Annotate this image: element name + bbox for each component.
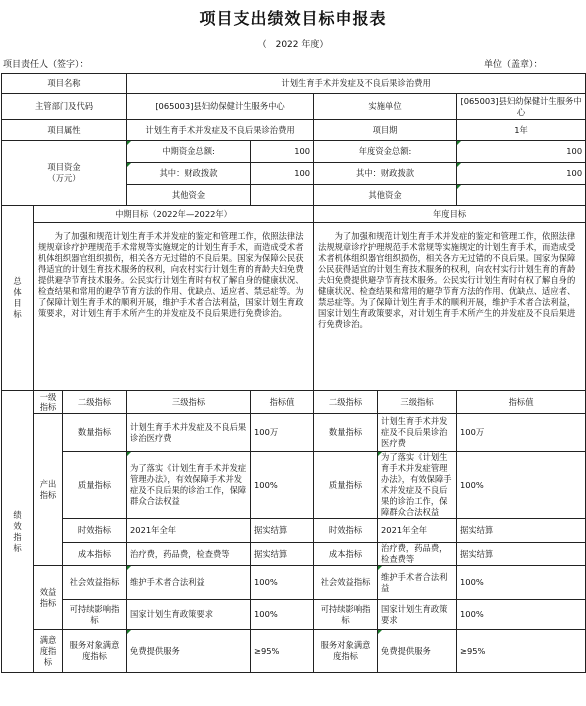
- l2-cell: 社会效益指标: [63, 566, 127, 600]
- l3-cell: 2021年全年: [127, 519, 251, 543]
- dept-value: [065003]县妇幼保健计生服务中心: [127, 94, 314, 120]
- year-total-value: 100: [457, 141, 586, 163]
- value-cell-year: 据实结算: [457, 543, 586, 566]
- effect-indicator-label: 效益 指标: [34, 566, 63, 630]
- impl-unit-label: 实施单位: [314, 94, 457, 120]
- satisfaction-indicator-label: 满意 度指 标: [34, 630, 63, 673]
- table-row: [2, 600, 586, 630]
- table-row: [2, 519, 586, 543]
- form-title: 项目支出绩效目标申报表: [199, 9, 387, 28]
- mid-other-label: 其他资金: [127, 185, 251, 206]
- responsible-person-label: 项目责任人（签字）：: [3, 60, 89, 70]
- l2-cell: 数量指标: [63, 414, 127, 452]
- table-row: [2, 543, 586, 566]
- level1-header: 一级 指标: [34, 391, 63, 414]
- level3-header-year: 三级指标: [378, 391, 457, 414]
- dept-label: 主管部门及代码: [2, 94, 127, 120]
- table-row: [2, 566, 586, 600]
- level3-header: 三级指标: [127, 391, 251, 414]
- table-row: [2, 452, 586, 519]
- project-name-label: 项目名称: [2, 74, 127, 94]
- performance-form-table: [1, 73, 586, 673]
- table-row: [2, 630, 586, 673]
- output-indicator-label: 产出 指标: [34, 414, 63, 566]
- l3-cell: 免费提供服务: [127, 630, 251, 673]
- l2-cell: 成本指标: [63, 543, 127, 566]
- l3-cell: 计划生育手术并发症及不良后果诊治医疗费: [127, 414, 251, 452]
- level2-header: 二级指标: [63, 391, 127, 414]
- value-cell: 据实结算: [251, 543, 314, 566]
- l3-cell-year: 国家计划生育政策要求: [378, 600, 457, 630]
- value-cell: 100%: [251, 452, 314, 519]
- value-cell-year: ≥95%: [457, 630, 586, 673]
- l3-cell-year: 维护手术者合法利益: [378, 566, 457, 600]
- l3-cell-year: 为了落实《计划生育手术并发症管理办法》，有效保障手术并发症及不良后果的诊治工作，保障群众合法权益: [378, 452, 457, 519]
- value-header-year: 指标值: [457, 391, 586, 414]
- l2-cell-year: 可持续影响指标: [314, 600, 378, 630]
- value-cell-year: 100%: [457, 600, 586, 630]
- mid-goal-header: 中期目标（2022年—2022年）: [34, 206, 314, 223]
- value-cell: 据实结算: [251, 519, 314, 543]
- value-cell: 100%: [251, 566, 314, 600]
- mid-fiscal-value: 100: [251, 163, 314, 185]
- overall-goal-label: 总 体 目 标: [2, 206, 34, 391]
- l2-cell-year: 质量指标: [314, 452, 378, 519]
- project-name-value: 计划生育手术并发症及不良后果诊治费用: [127, 74, 586, 94]
- year-goal-header: 年度目标: [314, 206, 586, 223]
- impl-unit-value: [065003]县妇幼保健计生服务中心: [457, 94, 586, 120]
- l2-cell-year: 社会效益指标: [314, 566, 378, 600]
- mid-other-value: [251, 185, 314, 206]
- value-cell: 100%: [251, 600, 314, 630]
- year-total-label: 年度资金总额:: [314, 141, 457, 163]
- l2-cell-year: 时效指标: [314, 519, 378, 543]
- project-attr-label: 项目属性: [2, 120, 127, 141]
- year-fiscal-value: 100: [457, 163, 586, 185]
- project-fund-label: 项目资金 （万元）: [2, 141, 127, 206]
- year-goal-text: 为了加强和规范计划生育手术并发症的鉴定和管理工作，依照法律法规规章诊疗护理规范手术常规等实施规定的计划生育手术，而造成受术者机体组织器官组织损伤，相关各方无过错的不良后果。国家为保障公民获得适宜的计划生育技术服务的权利，向农村实行计划生育的育龄夫妇免费提供避孕节育技术服务。公民实行计划生育时有权了解自身的健康状况、检查结果和常用的避孕节育方法的作用、优缺点、适应者、禁忌症等。为了保障计划生育手术的顺利开展，维护手术者合法利益，国家计划生育政策要求，对计划生育手术所产生的并发症及不良后果进行免费诊治。: [314, 223, 586, 391]
- l2-cell-year: 服务对象满意度指标: [314, 630, 378, 673]
- value-cell: 100万: [251, 414, 314, 452]
- l2-cell-year: 数量指标: [314, 414, 378, 452]
- l2-cell: 服务对象满意度指标: [63, 630, 127, 673]
- year-other-value: [457, 185, 586, 206]
- performance-indicator-label: 绩 效 指 标: [2, 391, 34, 673]
- value-cell-year: 100%: [457, 566, 586, 600]
- mid-total-label: 中期资金总额:: [127, 141, 251, 163]
- mid-fiscal-label: 其中：财政拨款: [127, 163, 251, 185]
- value-cell-year: 100万: [457, 414, 586, 452]
- year-other-label: 其他资金: [314, 185, 457, 206]
- l2-cell: 时效指标: [63, 519, 127, 543]
- value-cell-year: 100%: [457, 452, 586, 519]
- unit-seal-label: 单位（盖章）：: [484, 60, 543, 70]
- table-row: [2, 414, 586, 452]
- project-period-label: 项目期: [314, 120, 457, 141]
- project-attr-value: 计划生育手术并发症及不良后果诊治费用: [127, 120, 314, 141]
- value-cell: ≥95%: [251, 630, 314, 673]
- l2-cell: 质量指标: [63, 452, 127, 519]
- l3-cell: 国家计划生育政策要求: [127, 600, 251, 630]
- l3-cell-year: 2021年全年: [378, 519, 457, 543]
- form-year: （ 2022 年度）: [257, 40, 329, 50]
- year-fiscal-label: 其中：财政拨款: [314, 163, 457, 185]
- l2-cell-year: 成本指标: [314, 543, 378, 566]
- value-header: 指标值: [251, 391, 314, 414]
- project-period-value: 1年: [457, 120, 586, 141]
- value-cell-year: 据实结算: [457, 519, 586, 543]
- level2-header-year: 二级指标: [314, 391, 378, 414]
- l3-cell-year: 治疗费，药品费，检查费等: [378, 543, 457, 566]
- l3-cell-year: 计划生育手术并发症及不良后果诊治医疗费: [378, 414, 457, 452]
- l2-cell: 可持续影响指标: [63, 600, 127, 630]
- mid-total-value: 100: [251, 141, 314, 163]
- l3-cell: 为了落实《计划生育手术并发症管理办法》，有效保障手术并发症及不良后果的诊治工作，保障群众合法权益: [127, 452, 251, 519]
- l3-cell: 治疗费，药品费，检查费等: [127, 543, 251, 566]
- l3-cell: 维护手术者合法利益: [127, 566, 251, 600]
- l3-cell-year: 免费提供服务: [378, 630, 457, 673]
- mid-goal-text: 为了加强和规范计划生育手术并发症的鉴定和管理工作，依照法律法规规章诊疗护理规范手术常规等实施规定的计划生育手术，而造成受术者机体组织器官组织损伤，相关各方无过错的不良后果。国家为保障公民获得适宜的计划生育技术服务的权利，向农村实行计划生育的育龄夫妇免费提供避孕节育技术服务。公民实行计划生育时有权了解自身的健康状况、检查结果和常用的避孕节育方法的作用、优缺点、适应者、禁忌症等。为了保障计划生育手术的顺利开展，维护手术者合法利益，国家计划生育政策要求，对计划生育手术所产生的并发症及不良后果进行免费诊治。: [34, 223, 314, 391]
